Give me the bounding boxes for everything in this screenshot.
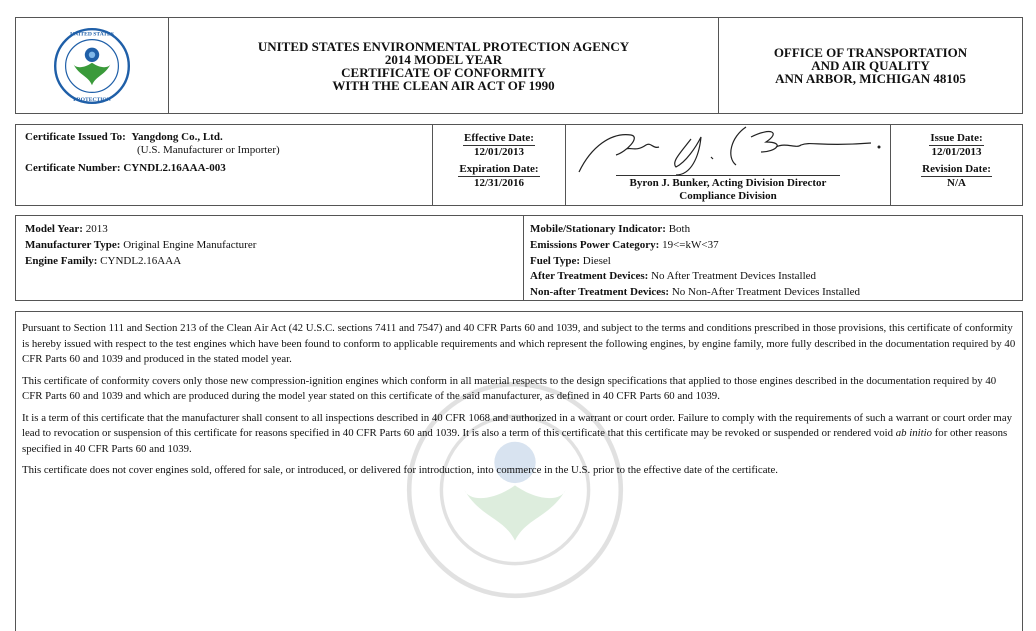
- issue-date: 12/01/2013: [931, 146, 982, 158]
- issued-to-label: Certificate Issued To:: [25, 131, 126, 143]
- detail-non-after-treatment: [530, 285, 1013, 301]
- certificate-body: [15, 311, 1023, 631]
- detail-value: Original Engine Manufacturer: [123, 238, 257, 251]
- detail-value: Diesel: [582, 254, 611, 267]
- detail-fuel-type: [530, 254, 1013, 270]
- body-paragraph: [22, 411, 1016, 458]
- issue-date-label: Issue Date:: [930, 132, 983, 144]
- detail-value: Both: [668, 223, 691, 235]
- detail-label: Mobile/Stationary Indicator:: [530, 223, 666, 235]
- certificate-number-label: Certificate Number:: [25, 162, 121, 174]
- detail-mobile-stationary: [530, 222, 1013, 238]
- paragraph-text: It is a term of this certificate that the manufacturer shall consent to all inspections described in 40 CFR 1068 and authorized in a warrant or court order. Failure to comply with the requirements of such a warrant or court order may lead to revocation or suspension of this certificate for reasons specified in 40 CFR Parts 60 and 1039. It is also a term of this certificate that this certificate may be revoked or suspended or rendered void: [22, 411, 1013, 439]
- detail-engine-family: [25, 254, 514, 270]
- detail-label: Model Year:: [25, 223, 83, 235]
- detail-manufacturer-type: [25, 238, 514, 254]
- detail-power-category: [530, 238, 1013, 254]
- office-address: [719, 18, 1022, 113]
- effective-date: 12/01/2013: [473, 146, 525, 158]
- agency-title: [169, 18, 719, 113]
- issued-to-value: Yangdong Co., Ltd.: [131, 131, 223, 143]
- expiration-date-label: Expiration Date:: [459, 163, 539, 175]
- svg-text:UNITED STATES: UNITED STATES: [70, 31, 114, 38]
- issuance-row: [15, 124, 1023, 206]
- office-line: ANN ARBOR, MICHIGAN 48105: [775, 71, 966, 86]
- svg-text:PROTECTION: PROTECTION: [73, 96, 111, 103]
- handwritten-signature: [571, 117, 891, 177]
- dates-cell: [433, 125, 566, 205]
- paragraph-text: for other reasons specified in 40 CFR Parts 60 and 1039.: [22, 427, 1008, 455]
- expiration-date: 12/31/2016: [473, 177, 525, 189]
- detail-value: No Non-After Treatment Devices Installed: [671, 286, 861, 299]
- detail-value: No After Treatment Devices Installed: [651, 270, 817, 283]
- detail-label: Engine Family:: [25, 254, 98, 267]
- certificate-title: CERTIFICATE OF CONFORMITY: [341, 64, 546, 80]
- agency-line: UNITED STATES ENVIRONMENTAL PROTECTION AGENCY: [257, 38, 630, 54]
- office-line: OFFICE OF TRANSPORTATION: [773, 45, 968, 60]
- signature-cell: [566, 125, 891, 205]
- issued-to-note: (U.S. Manufacturer or Importer): [137, 144, 280, 156]
- revision-date: N/A: [947, 177, 966, 189]
- detail-label: After Treatment Devices:: [530, 270, 649, 283]
- detail-label: Non-after Treatment Devices:: [530, 286, 670, 299]
- office-line: AND AIR QUALITY: [811, 58, 930, 73]
- detail-value: 2013: [85, 223, 108, 235]
- body-paragraph: This certificate of conformity covers only those new compression-ignition engines which conform in all material respects to the design specifications that applied to those engines described in the documentation required by 40 CFR Parts 60 and 1039 and which are produced during the model year stated on this certificate of the said manufacturer, as defined in 40 CFR Parts 60 and 1039.: [22, 374, 997, 402]
- paragraph-italic: ab initio: [895, 427, 932, 439]
- body-paragraph: Pursuant to Section 111 and Section 213 of the Clean Air Act (42 U.S.C. sections 7411 and 7547) and 40 CFR Parts 60 and 1039, and subject to the terms and conditions prescribed in those provisions, this certificate of conformity is hereby issued with respect to the test engines which have been found to conform to applicable requirements and which represent the following engines, by engine family, more fully described in the documentation required by 40 CFR Parts 60 and 1039 and produced in the stated model year.: [22, 322, 1016, 365]
- act-line: WITH THE CLEAN AIR ACT OF 1990: [332, 77, 555, 93]
- detail-value: CYNDL2.16AAA: [100, 254, 182, 267]
- epa-seal-logo: [46, 26, 138, 106]
- engine-details: [15, 215, 1023, 301]
- certificate-header: [15, 17, 1023, 114]
- signatory-name: Byron J. Bunker, Acting Division Director: [629, 177, 827, 189]
- details-left: [16, 216, 524, 300]
- detail-after-treatment: [530, 269, 1013, 285]
- revision-date-label: Revision Date:: [922, 163, 991, 175]
- body-paragraph: This certificate does not cover engines sold, offered for sale, or introduced, or delivered for introduction, into commerce in the U.S. prior to the effective date of the certificate.: [22, 464, 779, 476]
- detail-label: Fuel Type:: [530, 254, 581, 267]
- epa-logo-cell: [16, 18, 169, 113]
- detail-value: 19<=kW<37: [662, 238, 719, 251]
- details-right: [524, 216, 1022, 300]
- certificate-number: CYNDL2.16AAA-003: [123, 162, 226, 174]
- issue-dates-cell: [891, 125, 1022, 205]
- issued-to-cell: [16, 125, 433, 205]
- model-year-line: 2014 MODEL YEAR: [384, 51, 503, 67]
- detail-label: Manufacturer Type:: [25, 238, 121, 251]
- effective-date-label: Effective Date:: [464, 132, 534, 144]
- detail-model-year: [25, 222, 514, 238]
- detail-label: Emissions Power Category:: [530, 238, 660, 251]
- signatory-division: Compliance Division: [679, 190, 777, 202]
